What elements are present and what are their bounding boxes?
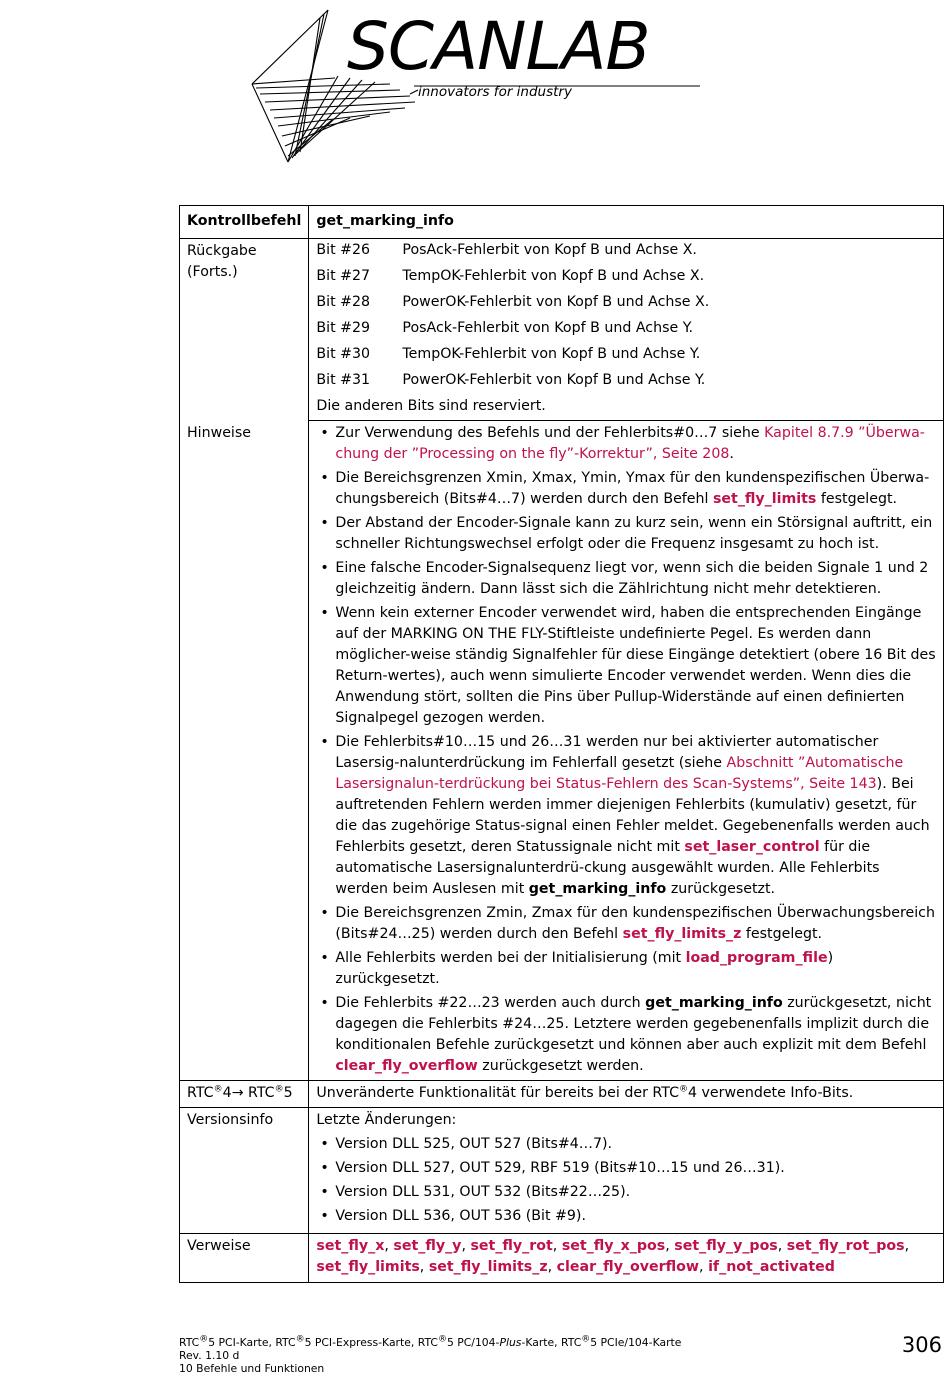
bit-description: PowerOK-Fehlerbit von Kopf B und Achse Y. [402, 372, 706, 388]
note-item: • Eine falsche Encoder-Signalsequenz liegt vor, wenn sich die beiden Signale 1 und 2 gleichzeitig ändern. Dann lässt sich die Zählrichtung nicht mehr detektieren. [316, 558, 936, 600]
command-name: get_marking_info [528, 881, 667, 897]
command-link-load-program-file[interactable]: load_program_file [685, 950, 828, 966]
hinweise-content [309, 421, 944, 1081]
verweise-label: Verweise [180, 1234, 309, 1283]
page-number: 306 [901, 1333, 942, 1357]
ref-link-set-fly-x[interactable]: set_fly_x [316, 1238, 385, 1254]
row-rtc-compat [180, 1081, 944, 1108]
rueckgabe-label-line1: Rückgabe [187, 243, 257, 259]
table-header-row [180, 206, 944, 239]
ref-link-set-fly-y[interactable]: set_fly_y [393, 1238, 462, 1254]
footer-chapter: 10 Befehle und Funktionen [179, 1362, 325, 1375]
page-footer [179, 1336, 681, 1375]
version-item: • Version DLL 527, OUT 529, RBF 519 (Bits#10…15 und 26…31). [316, 1158, 936, 1179]
note-item: • Die Bereichsgrenzen Zmin, Zmax für den kundenspezifischen Überwachungsbereich (Bits#24…25) werden durch den Befehl set_fly_limits_z festgelegt. [316, 903, 936, 945]
versionsinfo-label: Versionsinfo [180, 1108, 309, 1234]
logo-tagline: innovators for industry [418, 84, 572, 100]
bit-row [316, 240, 936, 261]
rtc-compat-content: Unveränderte Funktionalität für bereits bei der RTC®4 verwendete Info-Bits. [309, 1081, 944, 1108]
note-item: • Der Abstand der Encoder-Signale kann zu kurz sein, wenn ein Störsignal auftritt, ein schneller Richtungswechsel erfolgt oder die Frequenz insgesamt zu hoch ist. [316, 513, 936, 555]
version-list [316, 1134, 936, 1227]
bit-description: TempOK-Fehlerbit von Kopf B und Achse X. [402, 268, 705, 284]
note-item: • Die Bereichsgrenzen Xmin, Xmax, Ymin, Ymax für den kundenspezifischen Überwa-chungsbereich (Bits#4…7) werden durch den Befehl set_fly_limits festgelegt. [316, 468, 936, 510]
command-link-set-fly-limits-z[interactable]: set_fly_limits_z [622, 926, 742, 942]
ref-link-set-fly-limits[interactable]: set_fly_limits [316, 1259, 420, 1275]
bit-row [316, 318, 936, 339]
versionsinfo-content [309, 1108, 944, 1234]
ref-link-set-fly-y-pos[interactable]: set_fly_y_pos [674, 1238, 778, 1254]
section-link[interactable]: Abschnitt ”Automatische Lasersignalun-terdrückung bei Status-Fehlern des Scan-Systems”, Seite 143 [335, 755, 904, 792]
logo-wordmark: SCANLAB [347, 8, 650, 85]
header-label: Kontrollbefehl [180, 206, 309, 239]
ref-link-set-fly-limits-z[interactable]: set_fly_limits_z [428, 1259, 548, 1275]
chapter-link[interactable]: Kapitel 8.7.9 ”Überwa-chung der ”Processing on the fly”-Korrektur”, Seite 208 [335, 425, 925, 462]
version-item: • Version DLL 531, OUT 532 (Bits#22…25). [316, 1182, 936, 1203]
bit-description: TempOK-Fehlerbit von Kopf B und Achse Y. [402, 346, 701, 362]
footer-product-line: RTC®5 PCI-Karte, RTC®5 PCI-Express-Karte, RTC®5 PC/104-Plus-Karte, RTC®5 PCIe/104-Karte [179, 1334, 682, 1349]
note-item: • Die Fehlerbits #22…23 werden auch durch get_marking_info zurückgesetzt, nicht dagegen die Fehlerbits #24…25. Letztere werden gegebenenfalls implizit durch die konditionalen Befehle zurückgesetzt und können aber auch explizit mit dem Befehl clear_fly_overflow zurückgesetzt werden. [316, 993, 936, 1077]
bit-number: Bit #28 [316, 294, 371, 310]
hinweise-list [316, 423, 936, 1077]
rueckgabe-content [309, 239, 944, 421]
bit-row [316, 266, 936, 287]
row-rueckgabe [180, 239, 944, 421]
command-link-set-laser-control[interactable]: set_laser_control [684, 839, 820, 855]
bit-row [316, 292, 936, 313]
bit-description: PosAck-Fehlerbit von Kopf B und Achse Y. [402, 320, 694, 336]
arrow-icon: → [231, 1085, 244, 1101]
header-command: get_marking_info [309, 206, 944, 239]
version-item: • Version DLL 525, OUT 527 (Bits#4…7). [316, 1134, 936, 1155]
command-link-set-fly-limits[interactable]: set_fly_limits [712, 491, 817, 507]
ref-link-set-fly-rot[interactable]: set_fly_rot [470, 1238, 553, 1254]
note-item: • Wenn kein externer Encoder verwendet wird, haben die entsprechenden Eingänge auf der MARKING ON THE FLY-Stiftleiste undefinierte Pegel. Es werden dann möglicher-weise ständig Signalfehler für diese Eingänge detektiert (obere 16 Bit des Return-wertes), auch wenn simulierte Encoder verwendet werden. Wenn dies die Anwendung stört, sollten die Pins über Pullup-Widerstände auf einen definierten Signalpegel gezogen werden. [316, 603, 936, 729]
verweise-content: set_fly_x, set_fly_y, set_fly_rot, set_fly_x_pos, set_fly_y_pos, set_fly_rot_pos, set_fly_limits, set_fly_limits_z, clear_fly_overflow, if_not_activated [309, 1234, 944, 1283]
command-link-clear-fly-overflow[interactable]: clear_fly_overflow [335, 1058, 478, 1074]
version-intro: Letzte Änderungen: [316, 1112, 457, 1128]
note-item: • Zur Verwendung des Befehls und der Fehlerbits#0…7 siehe Kapitel 8.7.9 ”Überwa-chung der ”Processing on the fly”-Korrektur”, Seite 208. [316, 423, 936, 465]
hinweise-label: Hinweise [180, 421, 309, 1081]
note-item: • Die Fehlerbits#10…15 und 26…31 werden nur bei aktivierter automatischer Lasersig-nalunterdrückung im Fehlerfall gesetzt (siehe Abschnitt ”Automatische Lasersignalun-terdrückung bei Status-Fehlern des Scan-Systems”, Seite 143). Bei auftretenden Fehlern werden immer diejenigen Fehlerbits (kumulativ) gesetzt, für die das zugehörige Status-signal einen Fehler meldet. Gegebenenfalls werden auch Fehlerbits gesetzt, deren Statussignale nicht mit set_laser_control für die automatische Lasersignalunterdrü-ckung ausgewählt wurden. Alle Fehlerbits werden beim Auslesen mit get_marking_info zurückgesetzt. [316, 732, 936, 900]
row-verweise [180, 1234, 944, 1283]
bit-description: PowerOK-Fehlerbit von Kopf B und Achse X. [402, 294, 710, 310]
bit-number: Bit #26 [316, 242, 371, 258]
bit-number: Bit #30 [316, 346, 371, 362]
bit-number: Bit #27 [316, 268, 371, 284]
bit-number: Bit #31 [316, 372, 371, 388]
rueckgabe-label [180, 239, 309, 421]
ref-link-set-fly-rot-pos[interactable]: set_fly_rot_pos [786, 1238, 905, 1254]
row-hinweise [180, 421, 944, 1081]
rtc-compat-label: RTC®4→ RTC®5 [180, 1081, 309, 1108]
footer-revision: Rev. 1.10 d [179, 1349, 240, 1362]
bit-number: Bit #29 [316, 320, 371, 336]
ref-link-clear-fly-overflow[interactable]: clear_fly_overflow [556, 1259, 700, 1275]
command-reference-table [179, 205, 944, 1283]
bit-row [316, 344, 936, 365]
ref-link-if-not-activated[interactable]: if_not_activated [708, 1259, 835, 1275]
row-versionsinfo [180, 1108, 944, 1234]
reserved-note: Die anderen Bits sind reserviert. [316, 398, 546, 414]
note-item: • Alle Fehlerbits werden bei der Initialisierung (mit load_program_file) zurückgesetzt. [316, 948, 936, 990]
rueckgabe-label-line2: (Forts.) [187, 264, 238, 280]
command-name: get_marking_info [645, 995, 783, 1011]
ref-link-set-fly-x-pos[interactable]: set_fly_x_pos [561, 1238, 666, 1254]
bit-description: PosAck-Fehlerbit von Kopf B und Achse X. [402, 242, 697, 258]
bit-row [316, 370, 936, 391]
version-item: • Version DLL 536, OUT 536 (Bit #9). [316, 1206, 936, 1227]
